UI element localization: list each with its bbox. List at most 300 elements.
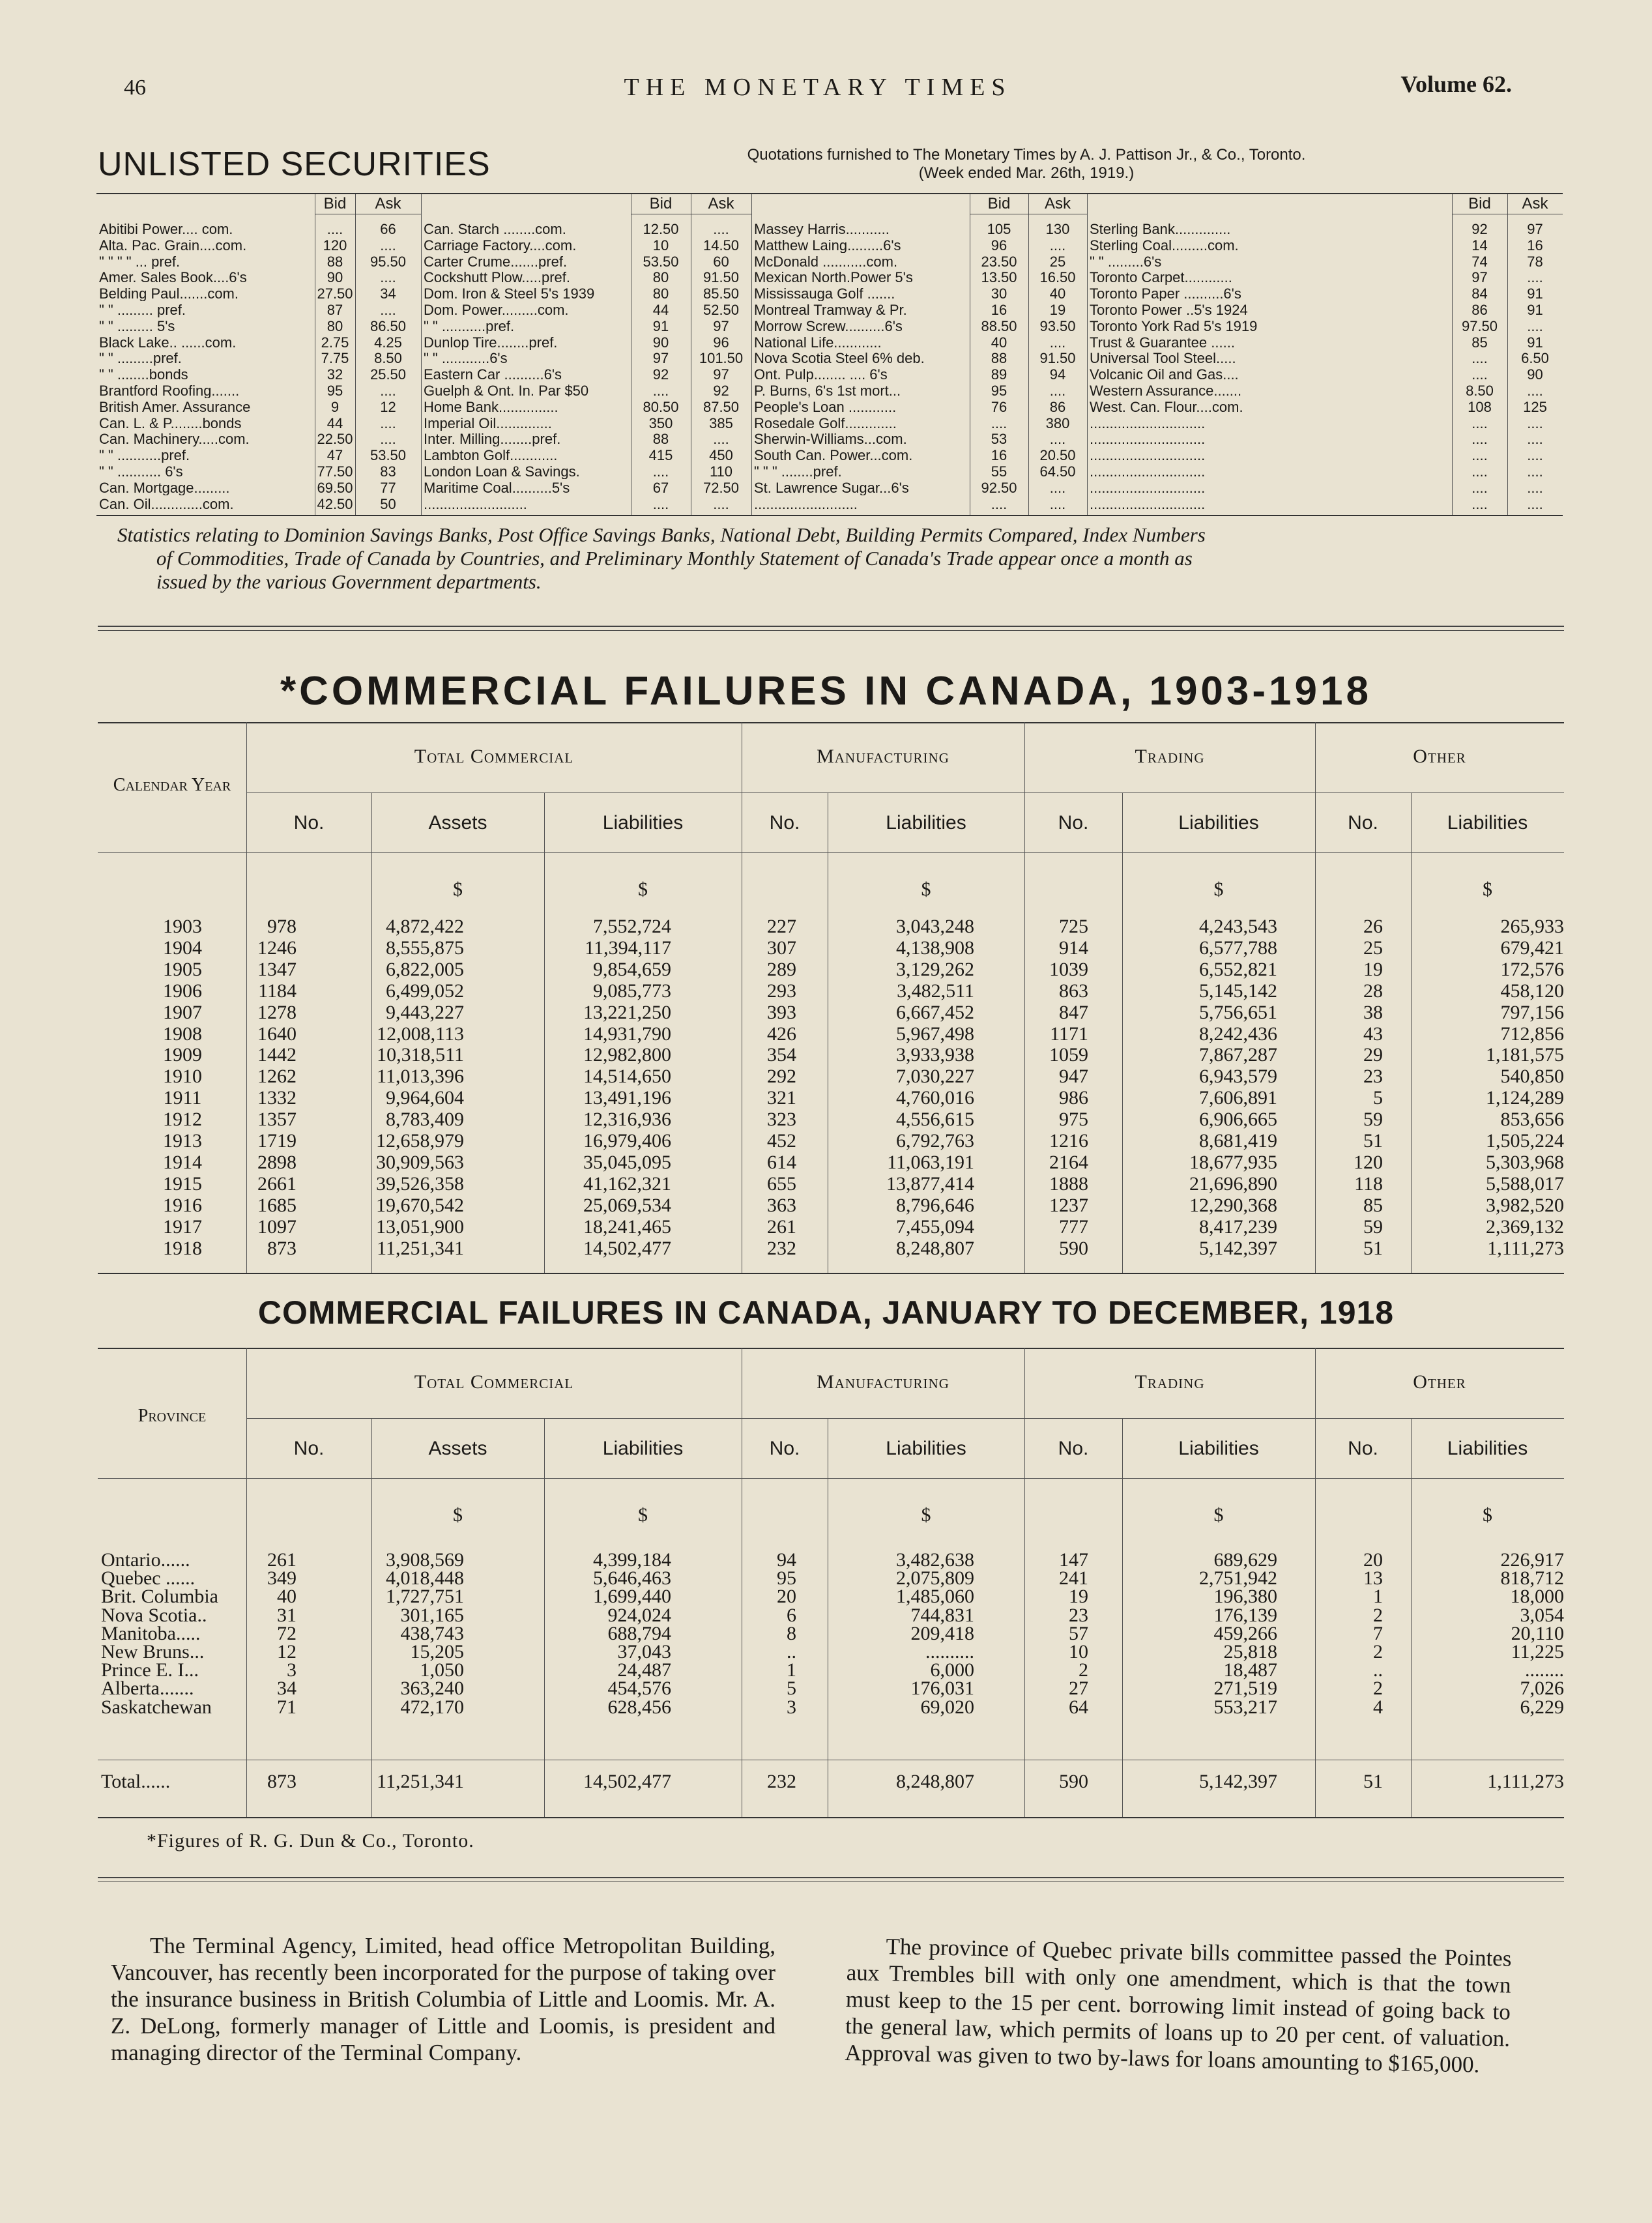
ask-value: 91	[1527, 285, 1543, 302]
bid-value: ....	[1471, 350, 1488, 367]
year-row	[98, 1002, 1564, 1023]
trading-liabilities: 5,142,397	[1199, 1237, 1277, 1259]
ask-value: ....	[1527, 447, 1543, 464]
row-label: 1903	[163, 916, 202, 937]
row-label: 1916	[163, 1194, 202, 1216]
trading-liabilities: 5,756,651	[1199, 1001, 1277, 1023]
security-row	[1087, 367, 1563, 382]
ask-value: ....	[1527, 431, 1543, 448]
trading-number: 2164	[1049, 1151, 1088, 1173]
manufacturing-number: 363	[767, 1194, 796, 1216]
annual-failures-title: *COMMERCIAL FAILURES IN CANADA, 1903-1918	[280, 669, 1372, 714]
other-number: 23	[1363, 1066, 1383, 1088]
total-assets: 11,251,341	[377, 1237, 464, 1259]
total-number: 1357	[257, 1109, 297, 1131]
security-row	[751, 238, 1087, 253]
security-name: National Life............	[754, 334, 882, 350]
total-number: 978	[267, 916, 297, 937]
other-liabilities: 172,576	[1500, 958, 1564, 980]
trading-liabilities: 8,242,436	[1199, 1023, 1277, 1045]
trading-liabilities: 176,139	[1213, 1604, 1277, 1626]
manufacturing-number: 8	[787, 1622, 796, 1644]
bid-header: Bid	[970, 194, 1028, 214]
security-row	[96, 270, 421, 285]
group-header-trading: Trading	[1135, 1371, 1205, 1393]
security-row	[96, 367, 421, 382]
row-label: 1913	[163, 1130, 202, 1152]
row-label: 1906	[163, 980, 202, 1002]
year-row	[98, 1238, 1564, 1258]
total-assets: 1,727,751	[386, 1586, 464, 1608]
security-name: British Amer. Assurance	[99, 399, 251, 414]
column-header-no: No.	[1058, 1438, 1089, 1459]
total-liabilities: 13,221,250	[583, 1001, 671, 1023]
other-number: 25	[1363, 937, 1383, 959]
security-row	[96, 335, 421, 350]
securities-column-group	[96, 194, 421, 515]
ask-value: 110	[709, 463, 733, 480]
total-assets: 10,318,511	[377, 1044, 464, 1066]
security-row	[1087, 302, 1563, 317]
ask-value: ....	[380, 269, 396, 286]
ask-value: ....	[1527, 269, 1543, 286]
other-number: 7	[1373, 1622, 1383, 1644]
bid-value: 13.50	[981, 269, 1017, 286]
other-number: 38	[1363, 1001, 1383, 1023]
security-name: " " .........6's	[1090, 254, 1162, 269]
other-number: 43	[1363, 1023, 1383, 1045]
total-number: 1184	[258, 980, 297, 1002]
group-header-trading: Trading	[1135, 746, 1205, 767]
column-header-liabilities: Liabilities	[1178, 812, 1259, 834]
total-assets: 39,526,358	[376, 1172, 464, 1195]
security-name: Cockshutt Plow.....pref.	[424, 270, 570, 285]
security-row	[751, 286, 1087, 301]
ask-value: 50	[380, 495, 396, 512]
ask-value: 90	[1527, 366, 1543, 383]
group-header-other: Other	[1413, 1371, 1466, 1393]
security-name: Alta. Pac. Grain....com.	[99, 237, 247, 253]
other-number: 120	[1354, 1151, 1383, 1173]
bid-value: ....	[652, 463, 669, 480]
other-liabilities: 458,120	[1500, 980, 1564, 1002]
total-assets: 3,908,569	[386, 1549, 464, 1571]
trading-number: 19	[1069, 1586, 1088, 1608]
security-name: Sterling Bank..............	[1090, 222, 1231, 237]
total-assets: 12,658,979	[376, 1130, 464, 1152]
dollar-sign: $	[638, 879, 648, 900]
total-liabilities: 14,502,477	[583, 1771, 671, 1792]
security-name: Toronto Paper ..........6's	[1090, 286, 1241, 302]
other-liabilities: 265,933	[1500, 916, 1564, 937]
total-liabilities: 41,162,321	[583, 1172, 671, 1195]
unlisted-securities-table	[96, 193, 1563, 516]
bid-value: ....	[1471, 447, 1488, 464]
ask-value: ....	[1527, 495, 1543, 512]
bid-value: 9	[330, 398, 340, 415]
security-name: ..........................	[754, 496, 858, 512]
row-label: 1918	[163, 1237, 202, 1259]
trading-liabilities: 7,867,287	[1199, 1044, 1277, 1066]
security-name: Imperial Oil..............	[424, 415, 552, 431]
ask-value: 380	[1045, 414, 1070, 431]
total-liabilities: 4,399,184	[593, 1549, 671, 1571]
security-name: Volcanic Oil and Gas....	[1090, 367, 1239, 383]
security-name: Montreal Tramway & Pr.	[754, 302, 907, 317]
security-name: " " " ........pref.	[754, 464, 842, 479]
total-liabilities: 14,502,477	[583, 1237, 671, 1259]
page-number: 46	[124, 76, 146, 100]
trading-liabilities: 689,629	[1213, 1549, 1277, 1571]
trading-number: 914	[1059, 937, 1088, 959]
security-row	[421, 335, 751, 350]
total-liabilities: 628,456	[607, 1696, 671, 1718]
bid-value: 97	[652, 350, 669, 367]
security-name: Toronto Power ..5's 1924	[1090, 302, 1248, 317]
trading-number: 725	[1059, 916, 1088, 937]
bid-value: 8.50	[1466, 383, 1494, 399]
other-liabilities: 5,588,017	[1486, 1172, 1564, 1195]
province-failures-title: COMMERCIAL FAILURES IN CANADA, JANUARY TO DECEMBER, 1918	[257, 1294, 1395, 1331]
security-name: Home Bank...............	[424, 399, 558, 414]
manufacturing-liabilities: 8,796,646	[896, 1194, 974, 1216]
ask-value: ....	[380, 237, 396, 254]
total-liabilities: 5,646,463	[593, 1567, 671, 1590]
security-row	[96, 302, 421, 317]
trading-number: 57	[1069, 1622, 1088, 1644]
manufacturing-liabilities: ..........	[925, 1641, 974, 1663]
bid-value: ....	[1471, 495, 1488, 512]
ask-value: ....	[1049, 383, 1066, 399]
total-assets: 12,008,113	[377, 1023, 464, 1045]
security-row	[751, 497, 1087, 512]
province-row	[98, 1642, 1564, 1662]
security-name: Eastern Car ..........6's	[424, 367, 562, 383]
security-row	[421, 254, 751, 269]
other-number: 19	[1363, 958, 1383, 980]
ask-value: 92	[713, 383, 729, 399]
security-row	[1087, 383, 1563, 398]
manufacturing-number: 614	[767, 1151, 796, 1173]
total-liabilities: 11,394,117	[585, 937, 671, 959]
year-row	[98, 1195, 1564, 1215]
security-name: Nova Scotia Steel 6% deb.	[754, 351, 925, 366]
year-row	[98, 916, 1564, 937]
manufacturing-liabilities: 3,043,248	[896, 916, 974, 937]
ask-value: 34	[380, 285, 396, 302]
magazine-title: THE MONETARY TIMES	[624, 74, 1012, 101]
group-header-manufacturing: Manufacturing	[817, 1371, 949, 1393]
security-row	[96, 480, 421, 495]
security-name: Ont. Pulp........ .... 6's	[754, 367, 888, 383]
ask-value: 53.50	[370, 447, 407, 464]
other-liabilities: 5,303,968	[1486, 1151, 1564, 1173]
ask-value: 125	[1523, 398, 1547, 415]
security-row	[1087, 254, 1563, 269]
bid-value: 92.50	[981, 479, 1017, 496]
ask-value: ....	[1527, 414, 1543, 431]
security-name: Dunlop Tire........pref.	[424, 334, 558, 350]
row-label: Brit. Columbia	[101, 1586, 218, 1608]
row-label: 1911	[163, 1087, 202, 1109]
row-label: 1904	[163, 937, 202, 959]
bid-value: 32	[326, 366, 343, 383]
security-row	[421, 464, 751, 479]
bid-value: 415	[648, 447, 673, 464]
security-name: Can. Mortgage.........	[99, 480, 230, 495]
row-label: New Bruns...	[101, 1641, 205, 1663]
row-label: Total......	[101, 1771, 171, 1792]
trading-number: 1059	[1049, 1044, 1088, 1066]
bid-value: 90	[652, 334, 669, 351]
total-assets: 438,743	[400, 1622, 464, 1644]
manufacturing-liabilities: 6,667,452	[896, 1001, 974, 1023]
bid-value: ....	[1471, 366, 1488, 383]
bid-value: 80	[652, 285, 669, 302]
row-label: 1912	[163, 1109, 202, 1131]
manufacturing-number: 289	[767, 958, 796, 980]
security-row	[421, 319, 751, 334]
bid-value: ....	[1471, 414, 1488, 431]
ask-value: 450	[709, 447, 733, 464]
other-number: 2	[1373, 1641, 1383, 1663]
security-name: " " ...........pref.	[424, 318, 515, 334]
other-liabilities: 540,850	[1500, 1066, 1564, 1088]
volume-label: Volume 62.	[1400, 71, 1512, 97]
running-head	[124, 70, 1512, 109]
security-row	[751, 351, 1087, 366]
security-row	[96, 286, 421, 301]
trading-liabilities: 18,677,935	[1189, 1151, 1277, 1173]
security-row	[421, 400, 751, 414]
row-header: Calendar Year	[113, 775, 231, 795]
province-row	[98, 1623, 1564, 1644]
ask-value: 40	[1049, 285, 1066, 302]
ask-value: 91	[1527, 302, 1543, 318]
total-number: 1332	[257, 1087, 297, 1109]
security-name: Morrow Screw..........6's	[754, 318, 903, 334]
bid-value: ....	[652, 383, 669, 399]
group-header-other: Other	[1413, 746, 1466, 767]
other-number: 1	[1373, 1586, 1383, 1608]
trading-number: 1171	[1050, 1023, 1088, 1045]
bid-value: 105	[987, 221, 1011, 237]
other-liabilities: 1,111,273	[1487, 1237, 1564, 1259]
manufacturing-liabilities: 3,933,938	[896, 1044, 974, 1066]
ask-value: ....	[1049, 495, 1066, 512]
other-number: 51	[1363, 1771, 1383, 1792]
security-name: Brantford Roofing.......	[99, 383, 240, 398]
security-row	[1087, 270, 1563, 285]
ask-value: 97	[1527, 221, 1543, 237]
security-name: South Can. Power...com.	[754, 448, 913, 463]
manufacturing-number: 261	[767, 1215, 796, 1238]
ask-value: 86.50	[370, 317, 407, 334]
column-header-liabilities: Liabilities	[1447, 1438, 1528, 1459]
security-name: Amer. Sales Book....6's	[99, 270, 247, 285]
trading-liabilities: 6,577,788	[1199, 937, 1277, 959]
column-header-no: No.	[769, 812, 800, 834]
bid-value: 16	[991, 447, 1007, 464]
row-label: Manitoba.....	[101, 1622, 201, 1644]
column-header-liabilities: Liabilities	[602, 1438, 684, 1459]
security-name: Sterling Coal.........com.	[1090, 237, 1239, 253]
trading-liabilities: 5,142,397	[1199, 1771, 1277, 1792]
security-name: .............................	[1090, 431, 1206, 447]
total-liabilities: 9,854,659	[593, 958, 671, 980]
manufacturing-liabilities: 11,063,191	[887, 1151, 974, 1173]
trading-liabilities: 6,943,579	[1199, 1066, 1277, 1088]
total-number: 1246	[257, 937, 297, 959]
bid-value: 14	[1471, 237, 1488, 254]
security-row	[751, 367, 1087, 382]
security-name: Toronto York Rad 5's 1919	[1090, 318, 1258, 334]
row-label: Alberta.......	[101, 1678, 194, 1700]
bid-value: 53.50	[643, 253, 679, 270]
total-number: 2898	[257, 1151, 297, 1173]
row-label: Quebec ......	[101, 1567, 196, 1590]
security-row	[751, 335, 1087, 350]
other-number: 29	[1363, 1044, 1383, 1066]
ask-value: 97	[713, 317, 729, 334]
security-name: Maritime Coal..........5's	[424, 480, 570, 495]
security-name: P. Burns, 6's 1st mort...	[754, 383, 901, 398]
security-name: Can. L. & P........bonds	[99, 415, 242, 431]
security-row	[1087, 431, 1563, 446]
bid-value: 22.50	[317, 431, 353, 448]
ask-value: 72.50	[703, 479, 740, 496]
total-liabilities: 14,514,650	[583, 1066, 671, 1088]
total-assets: 472,170	[400, 1696, 464, 1718]
trading-number: 2	[1079, 1659, 1088, 1681]
security-name: " " ......... pref.	[99, 302, 186, 317]
other-number: 2	[1373, 1678, 1383, 1700]
security-row	[96, 464, 421, 479]
total-liabilities: 1,699,440	[593, 1586, 671, 1608]
securities-column-group	[1087, 194, 1563, 515]
security-name: ..........................	[424, 496, 527, 512]
ask-value: 91.50	[703, 269, 740, 286]
dollar-sign: $	[453, 1504, 463, 1526]
bid-value: 84	[1471, 285, 1488, 302]
security-row	[751, 270, 1087, 285]
bid-value: 97	[1471, 269, 1488, 286]
security-name: Sherwin-Williams...com.	[754, 431, 907, 447]
bid-value: 55	[991, 463, 1007, 480]
security-row	[96, 497, 421, 512]
trading-liabilities: 12,290,368	[1189, 1194, 1277, 1216]
security-name: Lambton Golf............	[424, 448, 558, 463]
total-number: 261	[267, 1549, 297, 1571]
other-number: 59	[1363, 1215, 1383, 1238]
bid-value: 96	[991, 237, 1007, 254]
ask-value: 130	[1045, 221, 1070, 237]
bid-value: 95	[326, 383, 343, 399]
year-row	[98, 1045, 1564, 1065]
total-liabilities: 35,045,095	[583, 1151, 671, 1173]
security-row	[751, 254, 1087, 269]
manufacturing-number: 452	[767, 1130, 796, 1152]
ask-header: Ask	[691, 194, 751, 214]
total-number: 71	[277, 1696, 297, 1718]
total-liabilities: 37,043	[617, 1641, 671, 1663]
security-name: .............................	[1090, 464, 1206, 479]
ask-value: 25	[1049, 253, 1066, 270]
manufacturing-number: 393	[767, 1001, 796, 1023]
total-liabilities: 13,491,196	[583, 1087, 671, 1109]
bid-value: 27.50	[317, 285, 353, 302]
total-number: 873	[267, 1237, 297, 1259]
manufacturing-liabilities: 2,075,809	[896, 1567, 974, 1590]
bid-value: ....	[991, 495, 1007, 512]
ask-value: ....	[380, 383, 396, 399]
year-row	[98, 1088, 1564, 1108]
manufacturing-liabilities: 6,000	[930, 1659, 974, 1681]
manufacturing-number: 232	[767, 1771, 796, 1792]
manufacturing-number: 655	[767, 1172, 796, 1195]
total-assets: 8,555,875	[386, 937, 464, 959]
trading-number: 10	[1069, 1641, 1088, 1663]
bid-value: ....	[326, 221, 343, 237]
dollar-sign: $	[1483, 879, 1492, 900]
security-row	[1087, 222, 1563, 237]
bid-value: 88	[991, 350, 1007, 367]
bid-value: 88	[652, 431, 669, 448]
total-assets: 8,783,409	[386, 1109, 464, 1131]
dollar-sign: $	[1213, 1504, 1224, 1526]
ask-value: 83	[380, 463, 396, 480]
ask-value: ....	[1049, 237, 1066, 254]
trading-number: 975	[1059, 1109, 1088, 1131]
other-liabilities: 20,110	[1511, 1622, 1564, 1644]
manufacturing-liabilities: 209,418	[910, 1622, 974, 1644]
trading-liabilities: 459,266	[1213, 1622, 1277, 1644]
trading-liabilities: 553,217	[1213, 1696, 1277, 1718]
province-row	[98, 1697, 1564, 1717]
total-assets: 1,050	[420, 1659, 464, 1681]
ask-header: Ask	[1028, 194, 1087, 214]
security-name: " " ........... 6's	[99, 464, 183, 479]
other-liabilities: 1,505,224	[1486, 1130, 1564, 1152]
security-name: Can. Oil.............com.	[99, 496, 234, 512]
year-row	[98, 1131, 1564, 1151]
security-name: .............................	[1090, 415, 1206, 431]
other-number: 20	[1363, 1549, 1383, 1571]
security-row	[751, 416, 1087, 431]
bid-value: 85	[1471, 334, 1488, 351]
year-row	[98, 959, 1564, 980]
article-terminal-agency: The Terminal Agency, Limited, head office Metropolitan Building, Vancouver, has recently been incorporated for the purpose of taking over the insurance business in British Columbia of Little and Loomis. Mr. A. Z. DeLong, formerly manager of Little and Loomis, is president and managing director of the Terminal Company.	[111, 1933, 776, 2065]
ask-value: ....	[1527, 383, 1543, 399]
total-assets: 13,051,900	[376, 1215, 464, 1238]
manufacturing-number: 94	[777, 1549, 796, 1571]
security-name: West. Can. Flour....com.	[1090, 399, 1243, 414]
trading-liabilities: 21,696,890	[1189, 1172, 1277, 1195]
ask-header: Ask	[1507, 194, 1563, 214]
security-row	[751, 400, 1087, 414]
security-row	[96, 238, 421, 253]
bid-value: 86	[1471, 302, 1488, 318]
manufacturing-liabilities: 13,877,414	[886, 1172, 974, 1195]
manufacturing-liabilities: 1,485,060	[896, 1586, 974, 1608]
security-row	[96, 383, 421, 398]
other-number: 51	[1363, 1130, 1383, 1152]
other-liabilities: 18,000	[1510, 1586, 1564, 1608]
year-row	[98, 981, 1564, 1001]
total-number: 3	[287, 1659, 297, 1681]
security-name: Inter. Milling........pref.	[424, 431, 561, 447]
trading-number: 1888	[1049, 1172, 1088, 1195]
